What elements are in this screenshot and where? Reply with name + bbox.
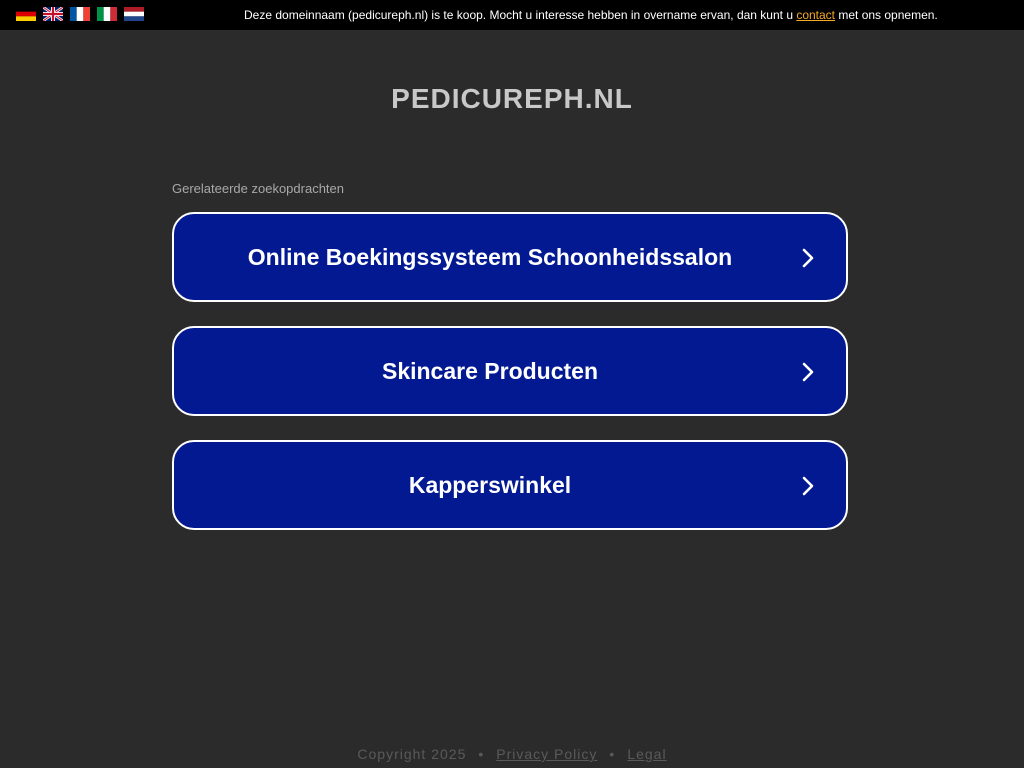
footer [0,746,1024,762]
flag-nl-icon[interactable] [124,7,144,21]
chevron-right-icon [798,362,818,382]
related-searches-label: Gerelateerde zoekopdrachten [172,181,345,196]
sale-notice-text: Deze domeinnaam (pedicureph.nl) is te koop. Mocht u interesse hebben in overname ervan, dan kunt u [244,8,797,22]
chevron-right-icon [798,476,818,496]
related-search-link[interactable] [172,326,848,416]
flag-it-icon[interactable] [97,7,117,21]
related-search-link[interactable] [172,212,848,302]
footer-separator: • [609,746,616,762]
flag-fr-icon[interactable] [70,7,90,21]
language-flags [16,7,144,21]
domain-sale-notice [244,8,938,22]
footer-separator: • [478,746,485,762]
flag-uk-icon[interactable] [43,7,63,21]
copyright-text: Copyright 2025 [357,746,467,762]
related-search-label: Online Boekingssysteem Schoonheidssalon [247,243,733,270]
related-search-link[interactable] [172,440,848,530]
flag-de-icon[interactable] [16,7,36,21]
privacy-policy-link[interactable]: Privacy Policy [496,746,598,762]
contact-link[interactable]: contact [796,8,836,22]
sale-notice-text-end: met ons opnemen. [835,8,938,22]
related-search-label: Skincare Producten [381,357,599,384]
related-search-label: Kapperswinkel [408,471,572,498]
legal-link[interactable]: Legal [627,746,667,762]
chevron-right-icon [798,248,818,268]
top-bar [0,0,1024,30]
domain-title: PEDICUREPH.NL [391,83,633,114]
